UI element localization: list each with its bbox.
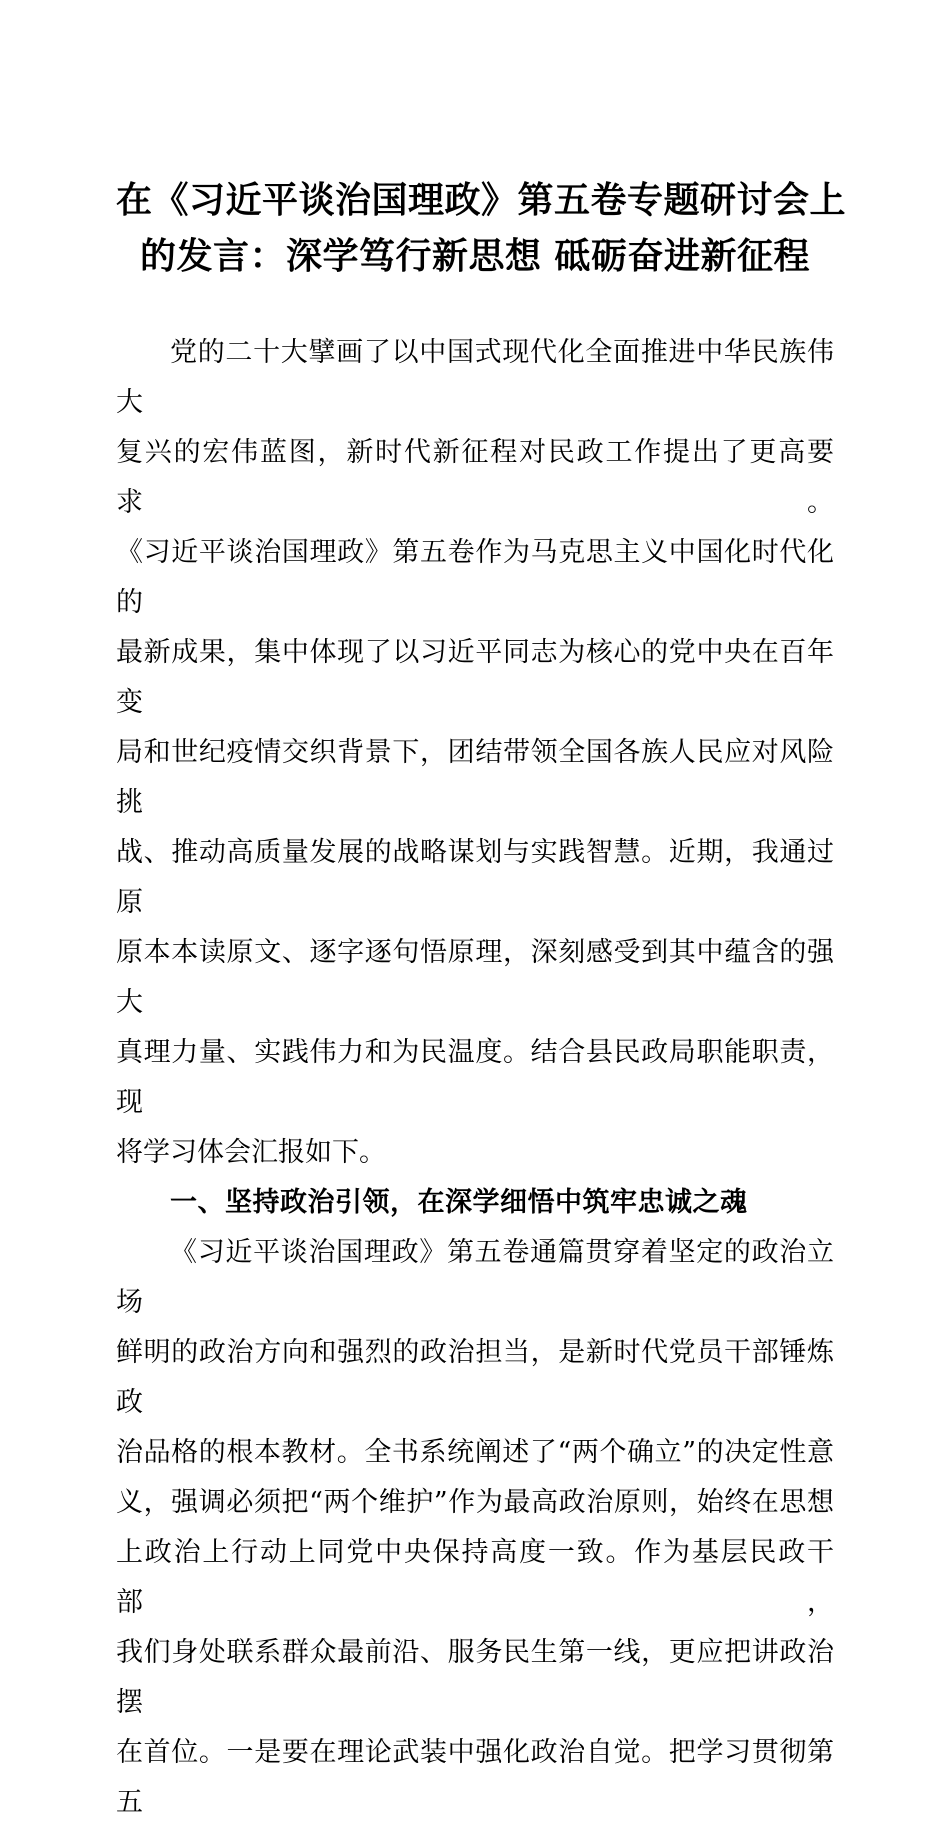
document-title [116,172,847,284]
paragraph-2-line: 义，强调必须把“两个维护”作为最高政治原则，始终在思想 [116,1487,834,1518]
paragraph-1-line: 真理力量、实践伟力和为民温度。结合县民政局职能职责，现 [116,1037,834,1118]
paragraph-1-line: 最新成果，集中体现了以习近平同志为核心的党中央在百年变 [116,637,834,718]
paragraph-1-line: 原本本读原文、逐字逐句悟原理，深刻感受到其中蕴含的强大 [116,937,834,1018]
paragraph-1-line: 局和世纪疫情交织背景下，团结带领全国各族人民应对风险挑 [116,737,834,818]
paragraph-2-line: 鲜明的政治方向和强烈的政治担当，是新时代党员干部锤炼政 [116,1337,834,1418]
document-body [116,328,834,1828]
document-title-line: 的发言：深学笃行新思想 砥砺奋进新征程 [139,235,811,277]
paragraph-1-line: 战、推动高质量发展的战略谋划与实践智慧。近期，我通过原 [116,837,834,918]
paragraph-1-line: 复兴的宏伟蓝图，新时代新征程对民政工作提出了更高要求。 [116,437,834,518]
paragraph-1 [116,328,834,1178]
paragraph-2-line: 《习近平谈治国理政》第五卷通篇贯穿着坚定的政治立场 [116,1237,834,1318]
paragraph-1-line: 党的二十大擘画了以中国式现代化全面推进中华民族伟大 [116,337,834,418]
paragraph-2-line: 在首位。一是要在理论武装中强化政治自觉。把学习贯彻第五 [116,1737,834,1818]
section-heading-1: 一、坚持政治引领，在深学细悟中筑牢忠诚之魂 [170,1187,748,1218]
paragraph-2 [116,1228,834,1828]
paragraph-1-line: 将学习体会汇报如下。 [116,1137,386,1168]
paragraph-2-line: 治品格的根本教材。全书系统阐述了“两个确立”的决定性意 [116,1437,834,1468]
paragraph-1-line: 《习近平谈治国理政》第五卷作为马克思主义中国化时代化的 [116,537,834,618]
paragraph-2-line: 上政治上行动上同党中央保持高度一致。作为基层民政干部， [116,1537,834,1618]
document-title-line: 在《习近平谈治国理政》第五卷专题研讨会上 [116,179,847,221]
paragraph-2-line: 我们身处联系群众最前沿、服务民生第一线，更应把讲政治摆 [116,1637,834,1718]
